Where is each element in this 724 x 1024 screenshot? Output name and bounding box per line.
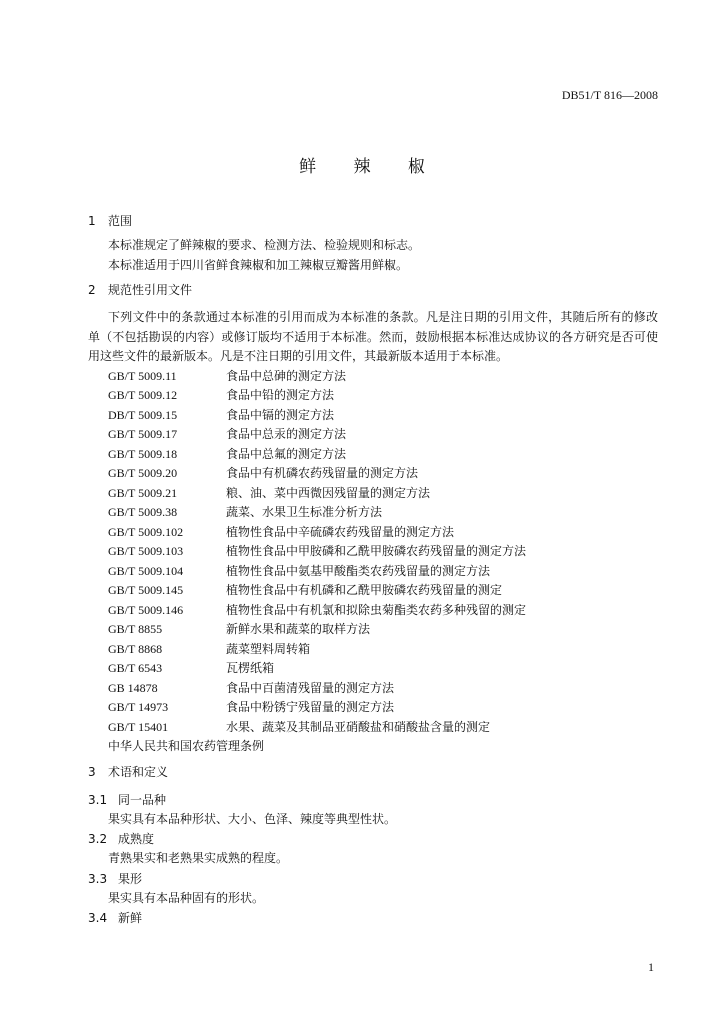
term-title: 果形 — [118, 871, 143, 886]
term-title: 新鲜 — [118, 911, 143, 925]
reference-name: 食品中粉锈宁残留量的测定方法 — [226, 700, 395, 714]
reference-code: GB/T 5009.104 — [108, 563, 184, 578]
reference-code: GB/T 5009.17 — [108, 427, 178, 441]
reference-code: GB/T 5009.38 — [108, 505, 178, 519]
reference-item — [88, 718, 658, 738]
references-intro: 下列文件中的条款通过本标准的引用而成为本标准的条款。凡是注日期的引用文件，其随后所有的修改单（不包括勘误的内容）或修订版均不适用于本标准。然而，鼓励根据本标准达成协议的各方研究是否可使用这些文件的最新版本。凡是不注日期的引用文件，其最新版本适用于本标准。 — [88, 310, 658, 363]
reference-code: DB/T 5009.15 — [108, 407, 178, 422]
document-body — [88, 211, 658, 928]
reference-name: 植物性食品中氨基甲酸酯类农药残留量的测定方法 — [226, 563, 491, 578]
reference-name: 植物性食品中有机氯和拟除虫菊酯类农药多种残留的测定 — [226, 602, 527, 617]
reference-name: 食品中总汞的测定方法 — [226, 427, 347, 441]
reference-name: 蔬菜、水果卫生标准分析方法 — [226, 505, 383, 519]
reference-list — [88, 367, 658, 757]
scope-line: 本标准适用于四川省鲜食辣椒和加工辣椒豆瓣酱用鲜椒。 — [108, 257, 409, 272]
reference-item — [88, 464, 658, 484]
term-heading — [88, 790, 658, 810]
reference-name: 食品中总氟的测定方法 — [226, 446, 347, 461]
reference-extra: 中华人民共和国农药管理条例 — [108, 739, 265, 753]
reference-code: GB/T 14973 — [108, 700, 169, 714]
section-title: 术语和定义 — [108, 764, 169, 779]
reference-code: GB/T 5009.12 — [108, 388, 178, 402]
term-title: 成熟度 — [118, 832, 155, 846]
reference-code: GB/T 5009.11 — [108, 368, 177, 383]
reference-code: GB/T 5009.103 — [108, 544, 184, 558]
document-title: 鲜 辣 椒 — [299, 157, 441, 177]
reference-name: 植物性食品中辛硫磷农药残留量的测定方法 — [226, 524, 455, 539]
reference-code: GB/T 5009.146 — [108, 602, 184, 617]
reference-name: 植物性食品中甲胺磷和乙酰甲胺磷农药残留量的测定方法 — [226, 544, 527, 558]
reference-code: GB/T 8855 — [108, 622, 163, 636]
reference-code: GB/T 15401 — [108, 719, 169, 734]
reference-name: 食品中铅的测定方法 — [226, 388, 335, 402]
term-number: 3.1 — [88, 792, 108, 807]
reference-item — [88, 601, 658, 621]
reference-item — [88, 562, 658, 582]
term-title: 同一品种 — [118, 792, 167, 807]
reference-item — [88, 425, 658, 445]
reference-code: GB/T 6543 — [108, 661, 163, 675]
reference-code: GB/T 5009.21 — [108, 485, 178, 500]
reference-item — [88, 367, 658, 387]
section-number: 3 — [88, 764, 96, 779]
scope-line: 本标准规定了鲜辣椒的要求、检测方法、检验规则和标志。 — [108, 238, 421, 252]
reference-item — [88, 503, 658, 523]
term-definition: 果实具有本品种固有的形状。 — [108, 890, 265, 905]
section-heading-scope — [88, 211, 658, 231]
section-number: 1 — [88, 214, 96, 228]
reference-name: 食品中百菌清残留量的测定方法 — [226, 680, 395, 695]
reference-name: 蔬菜塑料周转箱 — [226, 641, 311, 656]
term-number: 3.3 — [88, 871, 108, 886]
reference-item — [88, 386, 658, 406]
reference-name: 瓦楞纸箱 — [226, 661, 275, 675]
section-heading-terms — [88, 762, 658, 782]
term-number: 3.4 — [88, 911, 108, 925]
standard-code: DB51/T 816—2008 — [561, 88, 658, 102]
section-title: 规范性引用文件 — [108, 283, 193, 297]
reference-item — [88, 445, 658, 465]
reference-code: GB/T 5009.18 — [108, 446, 178, 461]
reference-name: 粮、油、菜中西微因残留量的测定方法 — [226, 485, 431, 500]
reference-code: GB/T 5009.20 — [108, 466, 178, 480]
reference-code: GB 14878 — [108, 680, 158, 695]
reference-item — [88, 484, 658, 504]
reference-item — [88, 581, 658, 601]
term-definition: 果实具有本品种形状、大小、色泽、辣度等典型性状。 — [108, 811, 397, 826]
reference-name: 食品中镉的测定方法 — [226, 407, 335, 422]
reference-name: 食品中有机磷农药残留量的测定方法 — [226, 466, 419, 480]
reference-item — [88, 406, 658, 426]
section-number: 2 — [88, 283, 96, 297]
reference-item — [88, 640, 658, 660]
reference-item — [88, 542, 658, 562]
reference-name: 水果、蔬菜及其制品亚硝酸盐和硝酸盐含量的测定 — [226, 719, 491, 734]
page-number: 1 — [648, 960, 654, 974]
reference-item — [88, 620, 658, 640]
term-definition: 青熟果实和老熟果实成熟的程度。 — [108, 851, 289, 865]
term-heading — [88, 869, 658, 889]
section-heading-references — [88, 280, 658, 300]
reference-code: GB/T 5009.145 — [108, 583, 184, 597]
reference-item — [88, 679, 658, 699]
reference-code: GB/T 5009.102 — [108, 524, 184, 539]
reference-name: 新鲜水果和蔬菜的取样方法 — [226, 622, 371, 636]
term-heading — [88, 829, 658, 849]
reference-item — [88, 659, 658, 679]
term-number: 3.2 — [88, 832, 108, 846]
section-title: 范围 — [108, 214, 133, 228]
reference-item — [88, 523, 658, 543]
reference-name: 植物性食品中有机磷和乙酰甲胺磷农药残留量的测定 — [226, 583, 503, 597]
reference-name: 食品中总砷的测定方法 — [226, 368, 347, 383]
reference-code: GB/T 8868 — [108, 641, 163, 656]
term-heading — [88, 908, 658, 928]
reference-item — [88, 698, 658, 718]
